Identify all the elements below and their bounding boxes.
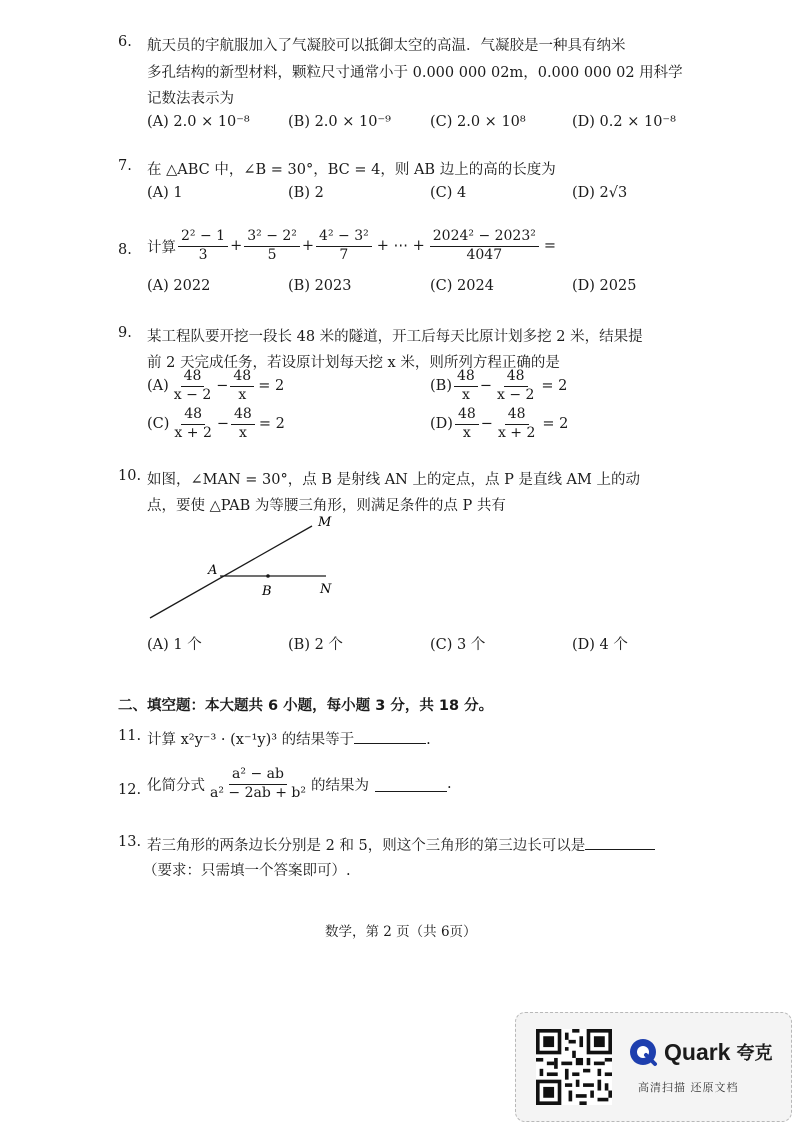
q12-lead: 化简分式: [147, 777, 205, 794]
page-footer: 数学，第 2 页（共 6页）: [325, 924, 477, 940]
q7-option-a: (A) 1: [147, 185, 183, 201]
quark-slogan: 高清扫描 还原文档: [638, 1081, 739, 1094]
q13-text: 若三角形的两条边长分别是 2 和 5，则这个三角形的第三边长可以是: [147, 838, 586, 854]
q6-option-d: (D) 0.2 × 10⁻⁸: [572, 114, 676, 130]
q9-option-d: (D) $\frac{48}{x}$ − $\frac{48}{x + 2}$ = 2: [430, 406, 569, 441]
q8-plus-2: +: [301, 238, 315, 254]
q11-line: 计算 x²y⁻³ · (x⁻¹y)³ 的结果等于 .: [147, 732, 431, 748]
q12-number: 12.: [118, 782, 142, 798]
ray-am: [150, 526, 312, 618]
label-a: A: [208, 563, 218, 578]
qr-code-icon: [536, 1029, 612, 1105]
q8-fraction-2: $\frac{\text{3² − 2²}}{5}$: [244, 228, 300, 264]
q8-lead: 计算: [147, 239, 176, 256]
q7-option-c: (C) 4: [430, 185, 467, 201]
q6-text-line1: 航天员的宇航服加入了气凝胶可以抵御太空的高温．气凝胶是一种具有纳米: [147, 38, 626, 54]
q6-number: 6.: [118, 34, 132, 50]
q8-equals: =: [543, 238, 557, 254]
q6-text-line2: 多孔结构的新型材料，颗粒尺寸通常小于 0.000 000 02m，0.000 000 02 用科学: [147, 65, 683, 81]
label-m: M: [318, 515, 332, 530]
quark-brand: Quark: [664, 1038, 731, 1065]
q8-option-a: (A) 2022: [147, 278, 211, 294]
q7-option-d: (D) 2√3: [572, 185, 628, 201]
q6-option-b: (B) 2.0 × 10⁻⁹: [288, 114, 391, 130]
q10-option-c: (C) 3 个: [430, 637, 486, 653]
quark-logo: [628, 1037, 772, 1067]
q10-option-b: (B) 2 个: [288, 637, 343, 653]
q8-expression: [147, 228, 556, 264]
q9-number: 9.: [118, 325, 132, 341]
q12-answer-blank[interactable]: [375, 791, 447, 792]
q8-fraction-1: $\frac{\text{2² − 1}}{3}$: [178, 228, 228, 264]
q10-number: 10.: [118, 468, 142, 484]
q8-fraction-4: $\frac{\text{2024² − 2023²}}{4047}$: [430, 228, 539, 264]
q9-option-b: (B) $\frac{48}{x}$ − $\frac{48}{x - 2}$ = 2: [430, 368, 568, 403]
quark-brand-cn: 夸克: [736, 1043, 773, 1064]
q11-number: 11.: [118, 728, 142, 744]
q8-option-c: (C) 2024: [430, 278, 494, 294]
q6-option-c: (C) 2.0 × 10⁸: [430, 114, 526, 130]
q13-answer-blank[interactable]: [585, 849, 655, 850]
q7-option-b: (B) 2: [288, 185, 324, 201]
q12-tail: 的结果为: [311, 777, 370, 794]
q9-option-a: (A) $\frac{48}{x - 2}$ − $\frac{48}{x}$ = 2: [147, 368, 285, 403]
q11-text: 计算 x²y⁻³ · (x⁻¹y)³ 的结果等于: [147, 732, 355, 748]
q6-text-line3: 记数法表示为: [147, 91, 234, 107]
q13-number: 13.: [118, 834, 142, 850]
q10-option-a: (A) 1 个: [147, 637, 202, 653]
quark-logo-icon: [628, 1037, 658, 1067]
section-heading: 二、填空题：本大题共 6 小题，每小题 3 分，共 18 分。: [118, 698, 494, 714]
q7-number: 7.: [118, 158, 132, 174]
q10-figure: [140, 510, 360, 625]
q11-answer-blank[interactable]: [354, 743, 426, 744]
q8-number: 8.: [118, 242, 132, 258]
q8-ellipsis: + ⋯ +: [376, 238, 425, 254]
q13-line2: （要求：只需填一个答案即可）.: [143, 863, 351, 879]
q9-text-line2: 前 2 天完成任务，若设原计划每天挖 x 米，则所列方程正确的是: [147, 355, 560, 371]
point-b-dot: [266, 574, 270, 578]
q7-text: 在 △ABC 中，∠B = 30°，BC = 4，则 AB 边上的高的长度为: [147, 162, 556, 178]
q12-fraction: $\frac{\text{a² − ab}}{\text{a² − 2ab + b²}}$: [210, 766, 307, 801]
quark-watermark: [515, 1012, 792, 1122]
q9-text-line1: 某工程队要开挖一段长 48 米的隧道，开工后每天比原计划多挖 2 米，结果提: [147, 329, 643, 345]
q12-line: 化简分式 $\frac{\text{a² − ab}}{\text{a² − 2ab + b²}}$ 的结果为 .: [147, 766, 452, 801]
q6-option-a: (A) 2.0 × 10⁻⁸: [147, 114, 250, 130]
q8-option-d: (D) 2025: [572, 278, 637, 294]
q10-text-line1: 如图，∠MAN = 30°，点 B 是射线 AN 上的定点，点 P 是直线 AM 上的动: [147, 472, 640, 488]
q9-option-c: (C) $\frac{48}{x + 2}$ − $\frac{48}{x}$ = 2: [147, 406, 285, 441]
q13-line1: [147, 834, 655, 855]
label-n: N: [320, 582, 332, 597]
q8-option-b: (B) 2023: [288, 278, 352, 294]
label-b: B: [262, 584, 272, 599]
q10-option-d: (D) 4 个: [572, 637, 628, 653]
q8-plus-1: +: [230, 238, 243, 254]
q10-text-line2: 点，要使 △PAB 为等腰三角形，则满足条件的点 P 共有: [147, 498, 506, 514]
q8-fraction-3: $\frac{\text{4² − 3²}}{7}$: [316, 228, 372, 264]
